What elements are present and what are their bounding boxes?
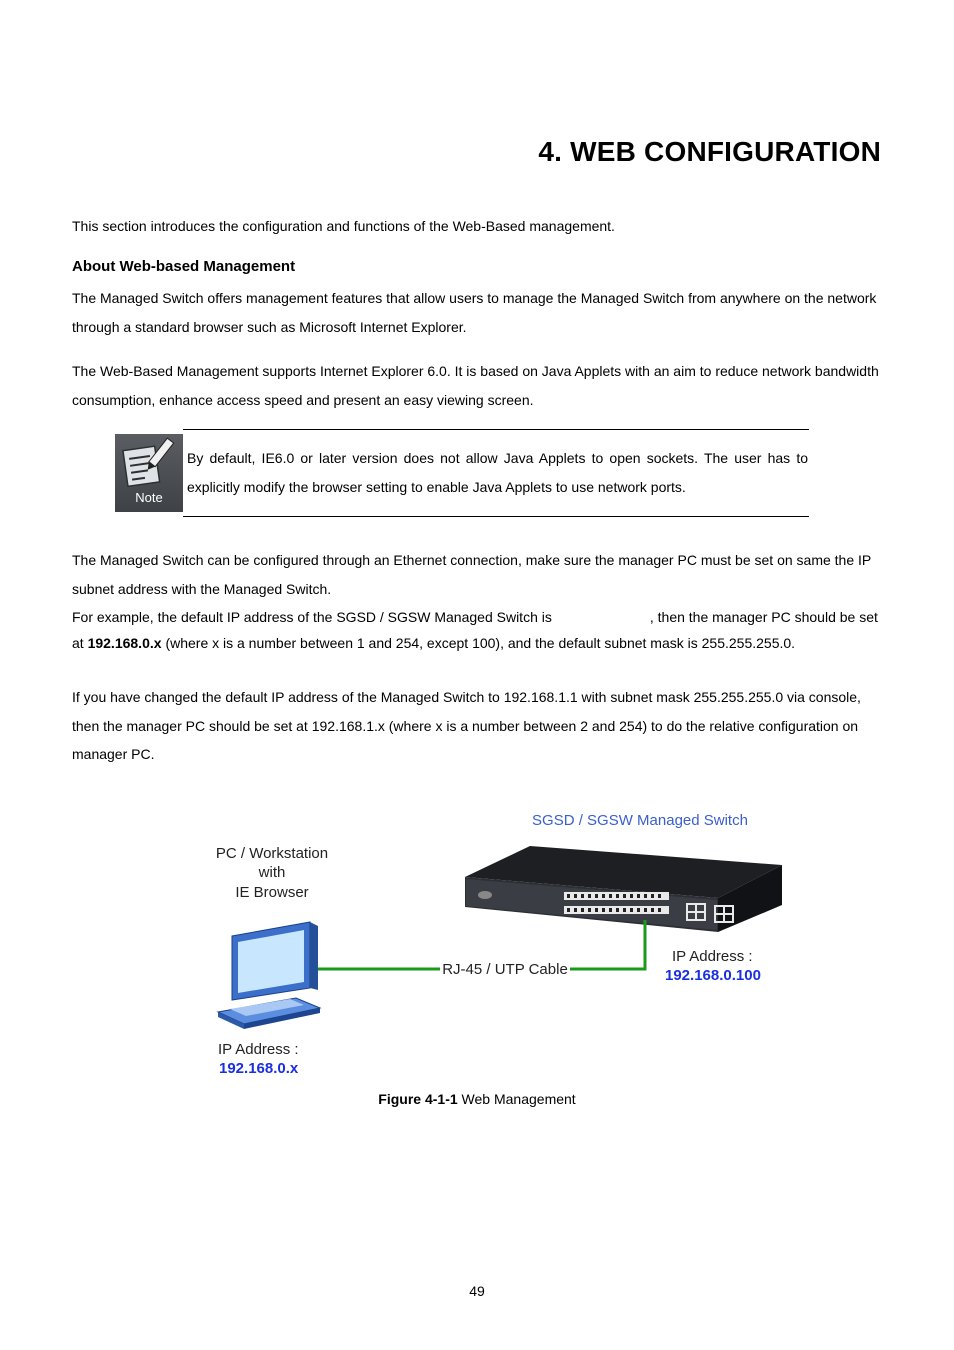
section-heading: About Web-based Management [72,258,296,275]
note-text: By default, IE6.0 or later version does not allow Java Applets to open sockets. The user has to explicitly modify the browser setting to enable Java Applets to use network ports. [187,450,808,495]
about-paragraph-1: The Managed Switch offers management features that allow users to manage the Managed Switch from anywhere on the network through a standard browser such as Microsoft Internet Explorer. [72,290,877,335]
connection-paragraph-3: If you have changed the default IP address of the Managed Switch to 192.168.1.1 with subnet mask 255.255.255.0 via console, then the manager PC should be set at 192.168.1.x (where x is a number between 2 and 254) to do the relative configuration on manager PC. [72,689,861,762]
pc-ip-label: IP Address : [218,1041,299,1058]
example-text-1: For example, the default IP address of the SGSD / SGSW Managed Switch is [72,609,552,625]
pc-label-line-2: with [258,864,286,881]
pc-label-line-1: PC / Workstation [215,845,329,862]
figure-caption [0,1091,954,1107]
figure-number: Figure 4-1-1 [378,1091,458,1107]
chapter-title: 4. WEB CONFIGURATION [538,136,881,167]
switch-ip-value: 192.168.0.100 [665,967,761,984]
page-number: 49 [469,1283,485,1299]
switch-icon [465,846,782,932]
about-paragraph-2: The Web-Based Management supports Internet Explorer 6.0. It is based on Java Applets with an aim to reduce network bandwidth consumption, enhance access speed and present an easy viewing screen. [72,363,879,408]
note-icon [115,434,183,512]
switch-ip-label: IP Address : [672,948,753,965]
pc-label-line-3: IE Browser [235,884,309,901]
note-icon-label: Note [135,490,163,505]
switch-title: SGSD / SGSW Managed Switch [532,812,748,829]
cable-label: RJ-45 / UTP Cable [442,961,568,978]
intro-paragraph: This section introduces the configuration and functions of the Web-Based management. [72,218,615,234]
figure-caption-text: Web Management [461,1091,576,1107]
connection-example-paragraph [72,604,884,656]
connection-paragraph-1: The Managed Switch can be configured through an Ethernet connection, make sure the manager PC must be set on same the IP subnet address with the Managed Switch. [72,552,871,597]
example-bold-ip: 192.168.0.x [87,635,162,651]
example-text-3: (where x is a number between 1 and 254, except 100), and the default subnet mask is 255.255.255.0. [165,635,796,651]
example-text-2: , then the manager PC should be set at [72,609,878,651]
pc-workstation-icon [218,922,320,1029]
network-diagram [200,800,800,1085]
pc-ip-value: 192.168.0.x [219,1060,299,1077]
